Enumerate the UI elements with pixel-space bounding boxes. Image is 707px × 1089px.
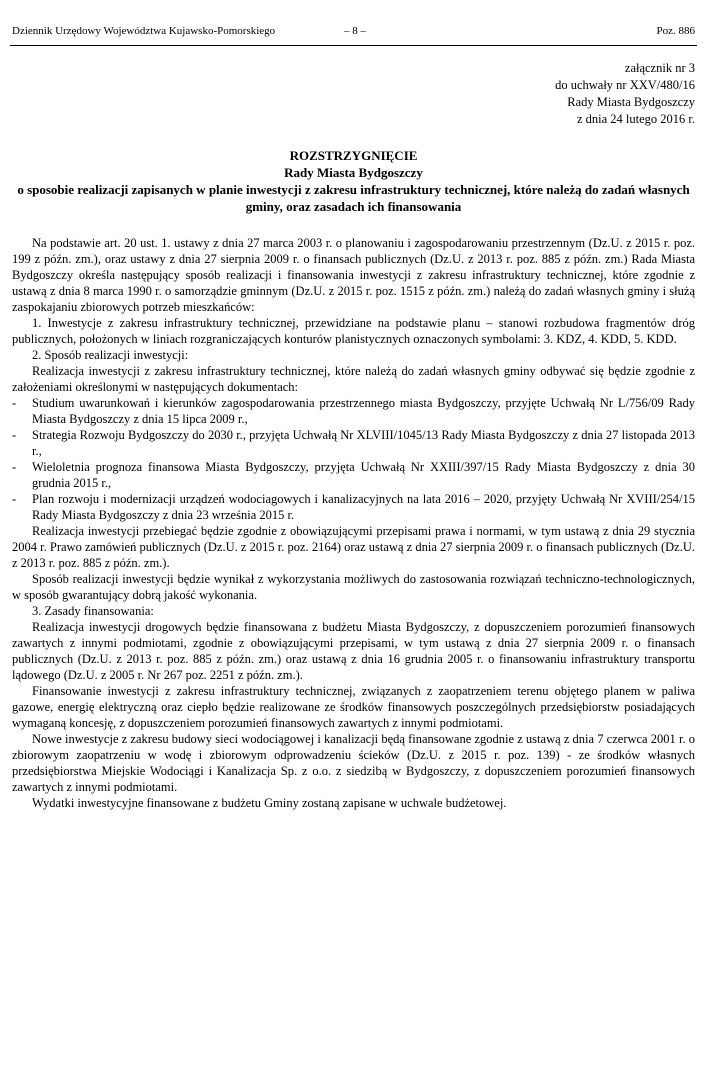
point-3-paragraph: Nowe inwestycje z zakresu budowy sieci wodociągowej i kanalizacji będą finansowane zgodnie z ustawą z dnia 7 czerwca 2001 r. o zbiorowym zaopatrzeniu w wodę i zbiorowym odprowadzeniu ścieków (Dz.U. z 2015 r. poz. 139) - ze środków własnych przedsiębiorstwa Miejskie Wodociągi i Kanalizacja Sp. z o.o. z siedzibą w Bydgoszczy, z dopuszczeniem porozumień finansowych zawartych z innymi podmiotami. [12,732,695,794]
attachment-line: załącznik nr 3 [624,61,695,75]
point-3-heading: 3. Zasady finansowania: [32,604,154,618]
point-3-paragraph: Finansowanie inwestycji z zakresu infrastruktury technicznej, związanych z zaopatrzeniem terenu objętego planem w paliwa gazowe, energię elektryczną oraz ciepło będzie realizowane ze środków finansowych poszczególnych przedsiębiorstw posiadających wymaganą koncesję, z dopuszczeniem porozumień finansowych zawartych z innymi podmiotami. [12,684,695,730]
bullet-dash: - [12,428,17,442]
point-2-text: Realizacja inwestycji z zakresu infrastruktury technicznej, które należą do zadań własnych gminy odbywać się będzie zgodnie z założeniami określonymi w następujących dokumentach: [12,364,695,394]
bullet-item [12,459,695,491]
point-2-paragraph: Sposób realizacji inwestycji będzie wynikał z wykorzystania możliwych do zastosowania rozwiązań techniczno-technologicznych, w sposób gwarantujący dobrą jakość wykonania. [12,572,695,602]
document-titles [12,147,695,215]
journal-name: Dziennik Urzędowy Województwa Kujawsko-Pomorskiego [12,25,276,37]
header-divider [10,45,697,46]
bullet-dash: - [12,492,17,506]
position-number: Poz. 886 [656,25,695,37]
attachment-line: z dnia 24 lutego 2016 r. [576,112,695,126]
bullet-text: Strategia Rozwoju Bydgoszczy do 2030 r., przyjęta Uchwałą Nr XLVIII/1045/13 Rady Miasta Bydgoszczy z dnia 27 listopada 2013 r., [32,428,695,458]
attachment-note [555,60,695,128]
document-subtitle: Rady Miasta Bydgoszczy [284,165,423,180]
point-2-paragraph: Realizacja inwestycji przebiegać będzie zgodnie z obowiązującymi przepisami prawa i normami, w tym ustawą z dnia 29 stycznia 2004 r. Prawo zamówień publicznych (Dz.U. z 2015 r. poz. 2164) oraz ustawą z dnia 27 sierpnia 2009 r. o finansach publicznych (Dz.U. z 2013 r. poz. 885 z późn. zm.). [12,524,695,570]
point-1: 1. Inwestycje z zakresu infrastruktury technicznej, przewidziane na podstawie planu – stanowi rozbudowa fragmentów dróg publicznych, położonych w liniach rozgraniczających konturów planistycznych oznaczonych symbolami: 3. KDZ, 4. KDD, 5. KDD. [12,316,695,346]
bullet-text: Wieloletnia prognoza finansowa Miasta Bydgoszczy, przyjęta Uchwałą Nr XXIII/397/15 Rady Miasta Bydgoszczy z dnia 30 grudnia 2015 r., [32,460,695,490]
bullet-text: Studium uwarunkowań i kierunków zagospodarowania przestrzennego miasta Bydgoszczy, przyjęte Uchwałą Nr L/756/09 Rady Miasta Bydgoszczy z dnia 15 lipca 2009 r., [32,396,695,426]
document-title: ROZSTRZYGNIĘCIE [289,148,418,163]
bullet-item [12,427,695,459]
point-3-paragraph: Realizacja inwestycji drogowych będzie finansowana z budżetu Miasta Bydgoszczy, z dopuszczeniem porozumień finansowych zawartych z innymi podmiotami, zgodnie z obowiązującymi przepisami, w tym ustawą z dnia 27 sierpnia 2009 r. o finansach publicznych (Dz.U. z 2013 r. poz. 885 z późn. zm.) oraz ustawą z dnia 16 grudnia 2005 r. o finansowaniu infrastruktury transportu lądowego (Dz.U. z 2005 r. Nr 267 poz. 2251 z późn. zm.). [12,620,695,682]
bullet-dash: - [12,460,17,474]
page-header [12,25,695,41]
attachment-line: do uchwały nr XXV/480/16 [555,78,695,92]
point-3-paragraph: Wydatki inwestycyjne finansowane z budżetu Gminy zostaną zapisane w uchwale budżetowej. [32,796,507,810]
document-description: o sposobie realizacji zapisanych w planie inwestycji z zakresu infrastruktury technicznej, które należą do zadań własnych gminy, oraz zasadach ich finansowania [17,182,690,214]
document-body [12,235,695,811]
bullet-dash: - [12,396,17,410]
point-2-heading: 2. Sposób realizacji inwestycji: [32,348,189,362]
intro-paragraph: Na podstawie art. 20 ust. 1. ustawy z dnia 27 marca 2003 r. o planowaniu i zagospodarowaniu przestrzennym (Dz.U. z 2015 r. poz. 199 z późn. zm.), oraz ustawy z dnia 27 sierpnia 2009 r. o finansach publicznych (Dz.U. z 2013 r. poz. 885 z późn. zm.) Rada Miasta Bydgoszczy określa następujący sposób realizacji i finansowania inwestycji z zakresu infrastruktury technicznej, które zgodnie z ustawą z dnia 8 marca 1990 r. o samorządzie gminnym (Dz.U. z 2015 r. poz. 1515 z późn. zm.) należą do zadań własnych gminy i służą zaspokajaniu zbiorowych potrzeb mieszkańców: [12,236,695,314]
attachment-line: Rady Miasta Bydgoszczy [567,95,695,109]
bullet-item [12,491,695,523]
bullet-item [12,395,695,427]
bullet-text: Plan rozwoju i modernizacji urządzeń wodociagowych i kanalizacyjnych na lata 2016 – 2020, przyjęty Uchwałą Nr XVIII/254/15 Rady Miasta Bydgoszczy z dnia 23 września 2015 r. [32,492,695,522]
page-marker: – 8 – [344,25,366,37]
